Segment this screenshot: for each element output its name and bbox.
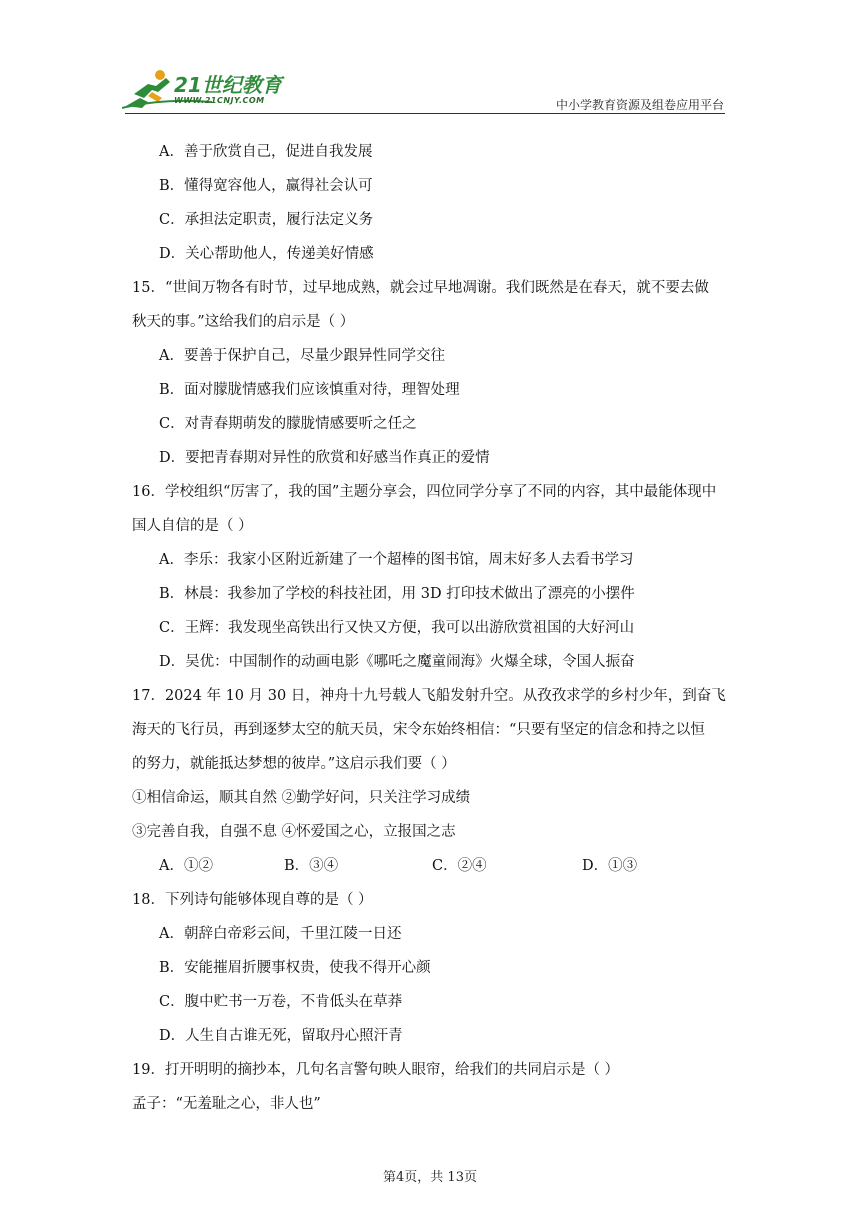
- logo-graphic: [122, 68, 292, 114]
- platform-title: 中小学教育资源及组卷应用平台: [555, 98, 724, 112]
- page-footer: 第4页，共 13页: [383, 1170, 477, 1185]
- answer-option: C．对青春期萌发的朦胧情感要听之任之: [159, 416, 417, 432]
- question-text: ①相信命运，顺其自然 ②勤学好问，只关注学习成绩: [132, 790, 471, 806]
- logo-url: WWW.21CNJY.COM: [174, 96, 265, 105]
- question-content: [132, 140, 732, 1126]
- answer-option: D．要把青春期对异性的欣赏和好感当作真正的爱情: [159, 450, 490, 466]
- svg-text:21世纪教育: 21世纪教育: [174, 73, 282, 97]
- option-item: B．③④: [284, 858, 339, 874]
- answer-option: A．要善于保护自己，尽量少跟异性同学交往: [159, 348, 445, 364]
- answer-option: D．吴优：中国制作的动画电影《哪吒之魔童闹海》火爆全球，令国人振奋: [159, 654, 635, 670]
- answer-option: A．善于欣赏自己，促进自我发展: [159, 144, 373, 160]
- question-text: 19．打开明明的摘抄本，几句名言警句映人眼帘，给我们的共同启示是（ ）: [132, 1062, 620, 1078]
- question-text: 17．2024 年 10 月 30 日，神舟十九号载人飞船发射升空。从孜孜求学的乡村少年，到奋飞: [132, 688, 726, 704]
- header-divider: [125, 113, 725, 114]
- question-text: 18．下列诗句能够体现自尊的是（ ）: [132, 892, 373, 908]
- answer-option: C．承担法定职责，履行法定义务: [159, 212, 374, 228]
- question-text: 国人自信的是（ ）: [132, 518, 253, 534]
- answer-option: C．王辉：我发现坐高铁出行又快又方便，我可以出游欣赏祖国的大好河山: [159, 620, 635, 636]
- question-text: 的努力，就能抵达梦想的彼岸。”这启示我们要（ ）: [132, 756, 456, 772]
- answer-option: B．安能摧眉折腰事权贵，使我不得开心颜: [159, 960, 431, 976]
- question-text: ③完善自我，自强不息 ④怀爱国之心，立报国之志: [132, 824, 456, 840]
- answer-option: A．李乐：我家小区附近新建了一个超棒的图书馆，周末好多人去看书学习: [159, 552, 634, 568]
- option-item: A．①②: [159, 858, 213, 874]
- answer-option: B．面对朦胧情感我们应该慎重对待，理智处理: [159, 382, 460, 398]
- answer-option: C．腹中贮书一万卷，不肯低头在草莽: [159, 994, 403, 1010]
- answer-option: B．懂得宽容他人，赢得社会认可: [159, 178, 373, 194]
- question-text: 16．学校组织“厉害了，我的国”主题分享会，四位同学分享了不同的内容，其中最能体现中: [132, 484, 717, 500]
- answer-option: D．人生自古谁无死，留取丹心照汗青: [159, 1028, 403, 1044]
- question-text: 孟子：“无羞耻之心，非人也”: [132, 1096, 321, 1112]
- answer-option: D．关心帮助他人，传递美好情感: [159, 246, 374, 262]
- answer-option: B．林晨：我参加了学校的科技社团，用 3D 打印技术做出了漂亮的小摆件: [159, 586, 635, 602]
- answer-option: A．朝辞白帝彩云间，千里江陵一日还: [159, 926, 402, 942]
- logo: [122, 68, 292, 114]
- option-row: [132, 854, 732, 888]
- page-header: [0, 0, 860, 120]
- question-text: 15．“世间万物各有时节，过早地成熟，就会过早地凋谢。我们既然是在春天，就不要去做: [132, 280, 709, 296]
- option-item: C．②④: [432, 858, 487, 874]
- question-text: 海天的飞行员，再到逐梦太空的航天员，宋令东始终相信：“只要有坚定的信念和持之以恒: [132, 722, 705, 738]
- option-item: D．①③: [582, 858, 638, 874]
- question-text: 秋天的事。”这给我们的启示是（ ）: [132, 314, 355, 330]
